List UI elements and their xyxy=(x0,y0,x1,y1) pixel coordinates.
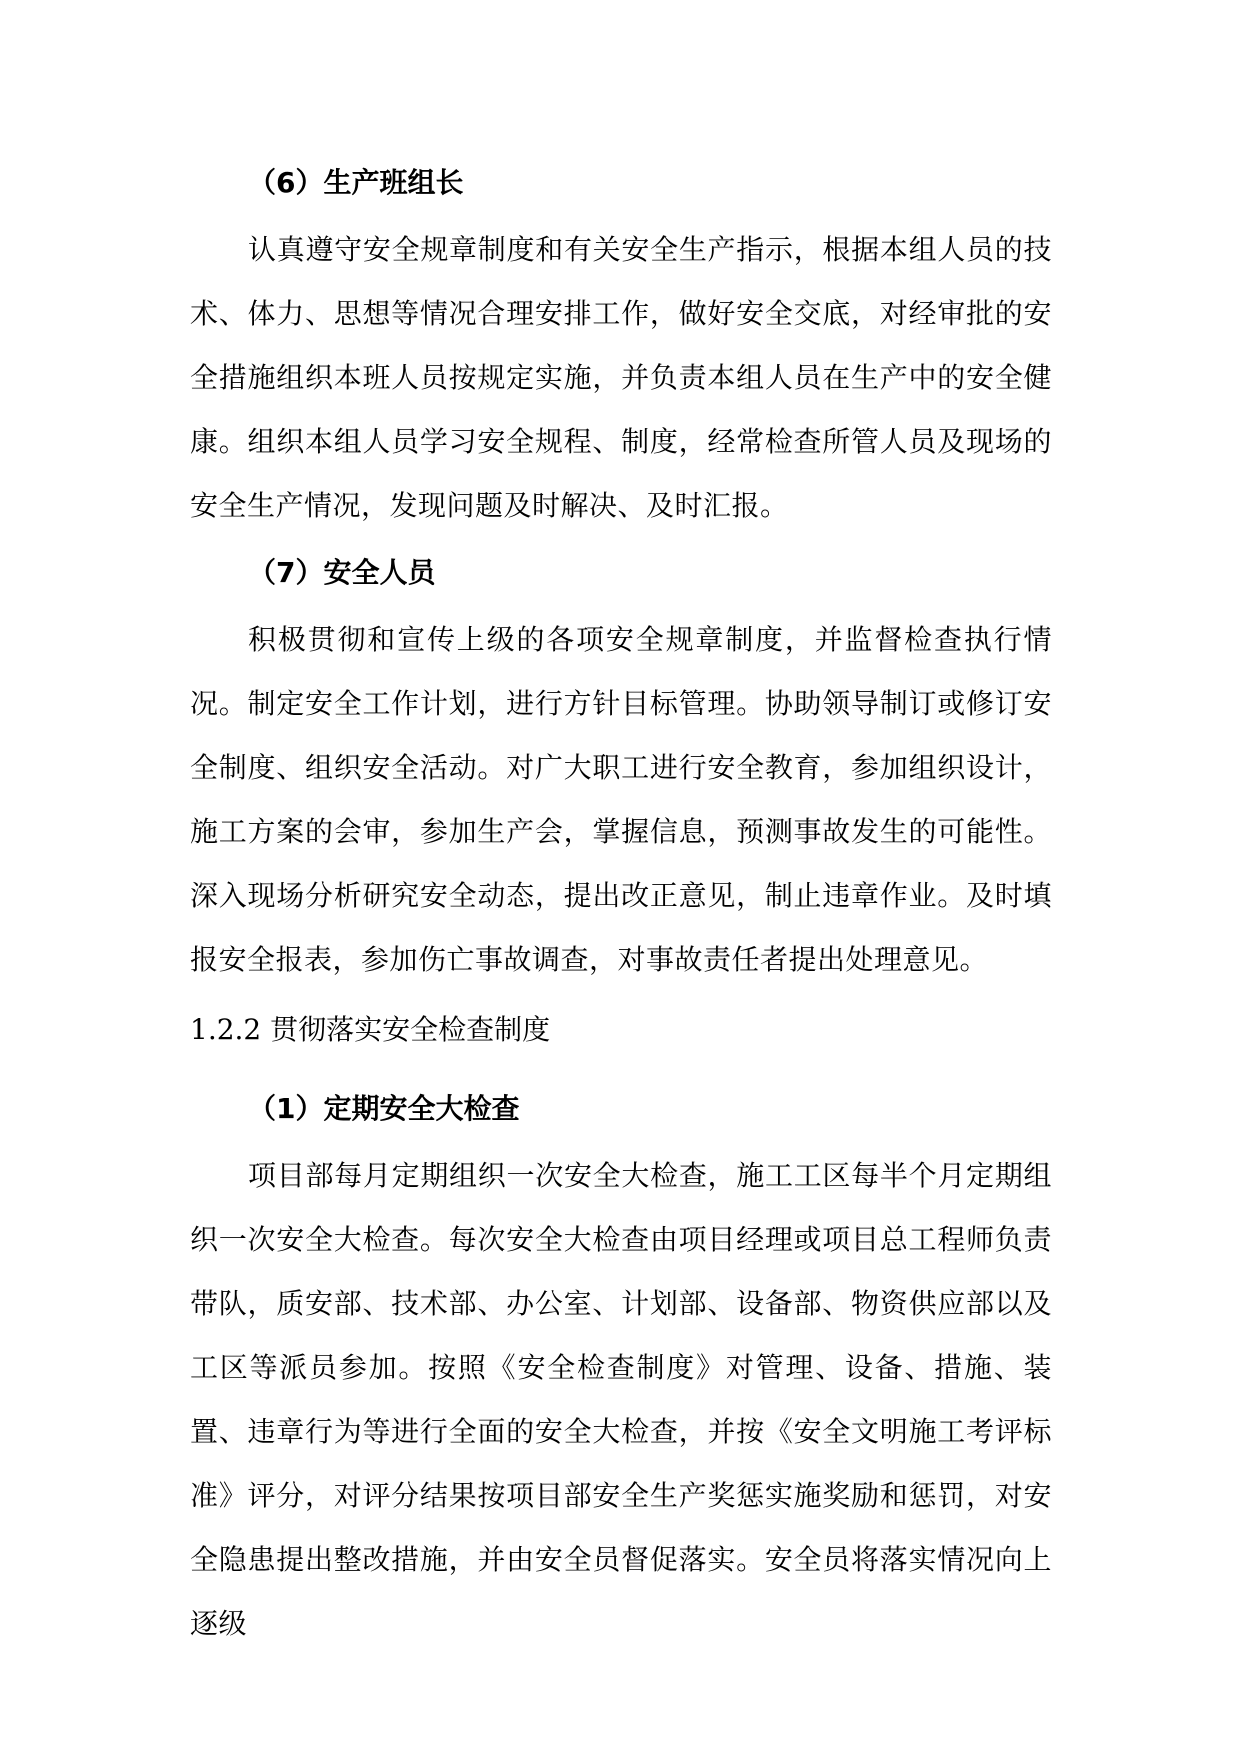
heading-periodic-inspection: （1）定期安全大检查 xyxy=(248,1092,520,1125)
document-body xyxy=(190,150,1052,1656)
heading-production-team-leader: （6）生产班组长 xyxy=(248,166,464,199)
section-title-safety-inspection: 1.2.2 贯彻落实安全检查制度 xyxy=(190,1013,551,1046)
heading-safety-personnel: （7）安全人员 xyxy=(248,556,436,589)
paragraph-team-leader-duties: 认真遵守安全规章制度和有关安全生产指示，根据本组人员的技术、体力、思想等情况合理安排工作，做好安全交底，对经审批的安全措施组织本班人员按规定实施，并负责本组人员在生产中的安全健康。组织本组人员学习安全规程、制度，经常检查所管人员及现场的安全生产情况，发现问题及时解决、及时汇报。 xyxy=(190,233,1052,522)
paragraph-safety-personnel-duties: 积极贯彻和宣传上级的各项安全规章制度，并监督检查执行情况。制定安全工作计划，进行方针目标管理。协助领导制订或修订安全制度、组织安全活动。对广大职工进行安全教育，参加组织设计，施工方案的会审，参加生产会，掌握信息，预测事故发生的可能性。深入现场分析研究安全动态，提出改正意见，制止违章作业。及时填报安全报表，参加伤亡事故调查，对事故责任者提出处理意见。 xyxy=(190,623,1052,976)
paragraph-periodic-inspection: 项目部每月定期组织一次安全大检查，施工工区每半个月定期组织一次安全大检查。每次安全大检查由项目经理或项目总工程师负责带队，质安部、技术部、办公室、计划部、设备部、物资供应部以及工区等派员参加。按照《安全检查制度》对管理、设备、措施、装置、违章行为等进行全面的安全大检查，并按《安全文明施工考评标准》评分，对评分结果按项目部安全生产奖惩实施奖励和惩罚，对安全隐患提出整改措施，并由安全员督促落实。安全员将落实情况向上逐级 xyxy=(190,1159,1052,1640)
